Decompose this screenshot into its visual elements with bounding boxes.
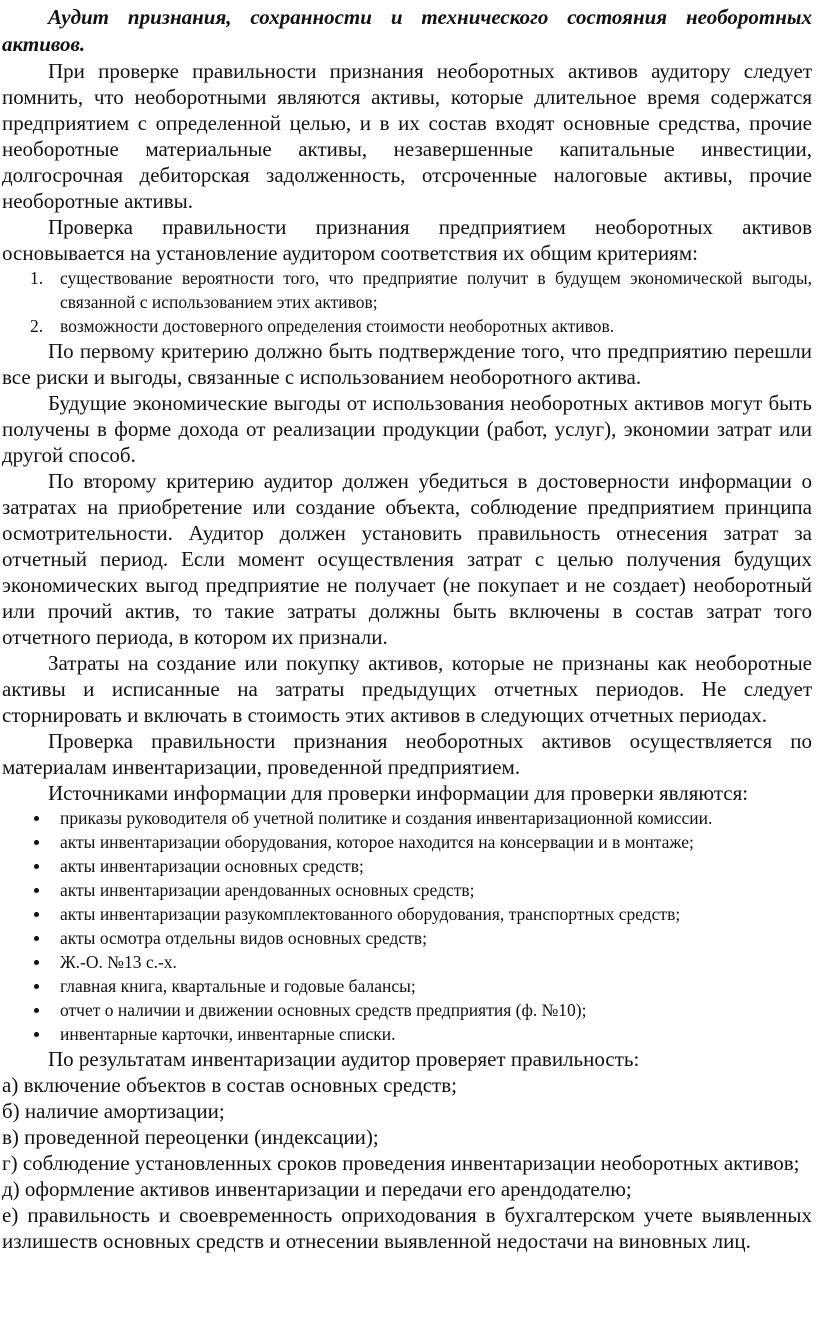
list-item xyxy=(2,806,812,830)
paragraph-costs: Затраты на создание или покупку активов, которые не признаны как необоротные активы и исписанные на затраты предыдущих отчетных периодов. Не следует сторнировать и включать в стоимость этих активов в следующих отчетных периодах. xyxy=(2,651,812,727)
bullet-icon xyxy=(34,840,39,845)
bullet-icon xyxy=(34,1008,39,1013)
bullet-icon xyxy=(34,936,39,941)
list-item-text: инвентарные карточки, инвентарные списки. xyxy=(60,1024,396,1044)
paragraph-results-intro: По результатам инвентаризации аудитор проверяет правильность: xyxy=(48,1047,640,1071)
criteria-list xyxy=(2,266,812,338)
list-item-text: существование вероятности того, что предприятие получит в будущем экономической выгоды, связанной с использованием этих активов; xyxy=(60,268,812,312)
paragraph-sources-intro: Источниками информации для проверки информации для проверки являются: xyxy=(48,781,749,805)
paragraph-economic-benefits: Будущие экономические выгоды от использования необоротных активов могут быть получены в форме дохода от реализации продукции (работ, услуг), экономии затрат или другой способ. xyxy=(2,391,812,467)
bullet-icon xyxy=(34,888,39,893)
result-item-e: д) оформление активов инвентаризации и передачи его арендодателю; xyxy=(2,1177,632,1201)
list-item-text: Ж.-О. №13 с.-х. xyxy=(60,952,177,972)
list-item-text: возможности достоверного определения стоимости необоротных активов. xyxy=(60,316,615,336)
list-item xyxy=(2,266,812,314)
bullet-icon xyxy=(34,912,39,917)
list-item-text: акты осмотра отдельны видов основных средств; xyxy=(60,928,427,948)
paragraph-criteria-intro: Проверка правильности признания предприятием необоротных активов основывается на установление аудитором соответствия их общим критериям: xyxy=(2,215,812,265)
paragraph-second-criterion: По второму критерию аудитор должен убедиться в достоверности информации о затратах на приобретение или создание объекта, соблюдение предприятием принципа осмотрительности. Аудитор должен установить правильность отнесения затрат за отчетный период. Если момент осуществления затрат с целью получения будущих экономических выгод предприятие не получает (не покупает и не создает) необоротный или прочий актив, то такие затраты должны быть включены в состав затрат того отчетного периода, в котором их признали. xyxy=(2,469,812,649)
list-item-text: акты инвентаризации оборудования, которое находится на консервации и в монтаже; xyxy=(60,832,694,852)
list-item xyxy=(2,950,812,974)
sources-list xyxy=(2,806,812,1046)
list-item-text: акты инвентаризации основных средств; xyxy=(60,856,364,876)
list-item-text: приказы руководителя об учетной политике и создания инвентаризационной комиссии. xyxy=(60,808,713,828)
result-item-d: г) соблюдение установленных сроков проведения инвентаризации необоротных активов; xyxy=(2,1151,800,1175)
list-item xyxy=(2,878,812,902)
paragraph-noncurrent-assets-definition: При проверке правильности признания необоротных активов аудитору следует помнить, что необоротными являются активы, которые длительное время содержатся предприятием с определенной целью, и в их состав входят основные средства, прочие необоротные материальные активы, незавершенные капитальные инвестиции, долгосрочная дебиторская задолженность, отсроченные налоговые активы, прочие необоротные активы. xyxy=(2,59,812,213)
result-item-c: в) проведенной переоценки (индексации); xyxy=(2,1125,379,1149)
bullet-icon xyxy=(34,816,39,821)
list-item xyxy=(2,830,812,854)
list-item xyxy=(2,314,812,338)
list-number: 2. xyxy=(30,316,44,336)
list-item-text: акты инвентаризации разукомплектованного оборудования, транспортных средств; xyxy=(60,904,681,924)
list-item xyxy=(2,854,812,878)
list-item xyxy=(2,926,812,950)
list-item-text: главная книга, квартальные и годовые балансы; xyxy=(60,976,416,996)
list-item-text: отчет о наличии и движении основных средств предприятия (ф. №10); xyxy=(60,1000,587,1020)
bullet-icon xyxy=(34,864,39,869)
list-item xyxy=(2,974,812,998)
document-title: Аудит признания, сохранности и технического состояния необоротных активов. xyxy=(2,5,812,56)
result-item-f: е) правильность и своевременность оприходования в бухгалтерском учете выявленных излишеств основных средств и отнесении выявленной недостачи на виновных лиц. xyxy=(2,1203,812,1253)
result-item-b: б) наличие амортизации; xyxy=(2,1099,225,1123)
bullet-icon xyxy=(34,984,39,989)
paragraph-inventory-check: Проверка правильности признания необоротных активов осуществляется по материалам инвентаризации, проведенной предприятием. xyxy=(2,729,812,779)
list-item xyxy=(2,998,812,1022)
list-item xyxy=(2,1022,812,1046)
paragraph-first-criterion: По первому критерию должно быть подтверждение того, что предприятию перешли все риски и выгоды, связанные с использованием необоротного актива. xyxy=(2,339,812,389)
result-item-a: а) включение объектов в состав основных средств; xyxy=(2,1073,457,1097)
list-number: 1. xyxy=(30,268,44,288)
bullet-icon xyxy=(34,1032,39,1037)
list-item xyxy=(2,902,812,926)
bullet-icon xyxy=(34,960,39,965)
list-item-text: акты инвентаризации арендованных основных средств; xyxy=(60,880,475,900)
